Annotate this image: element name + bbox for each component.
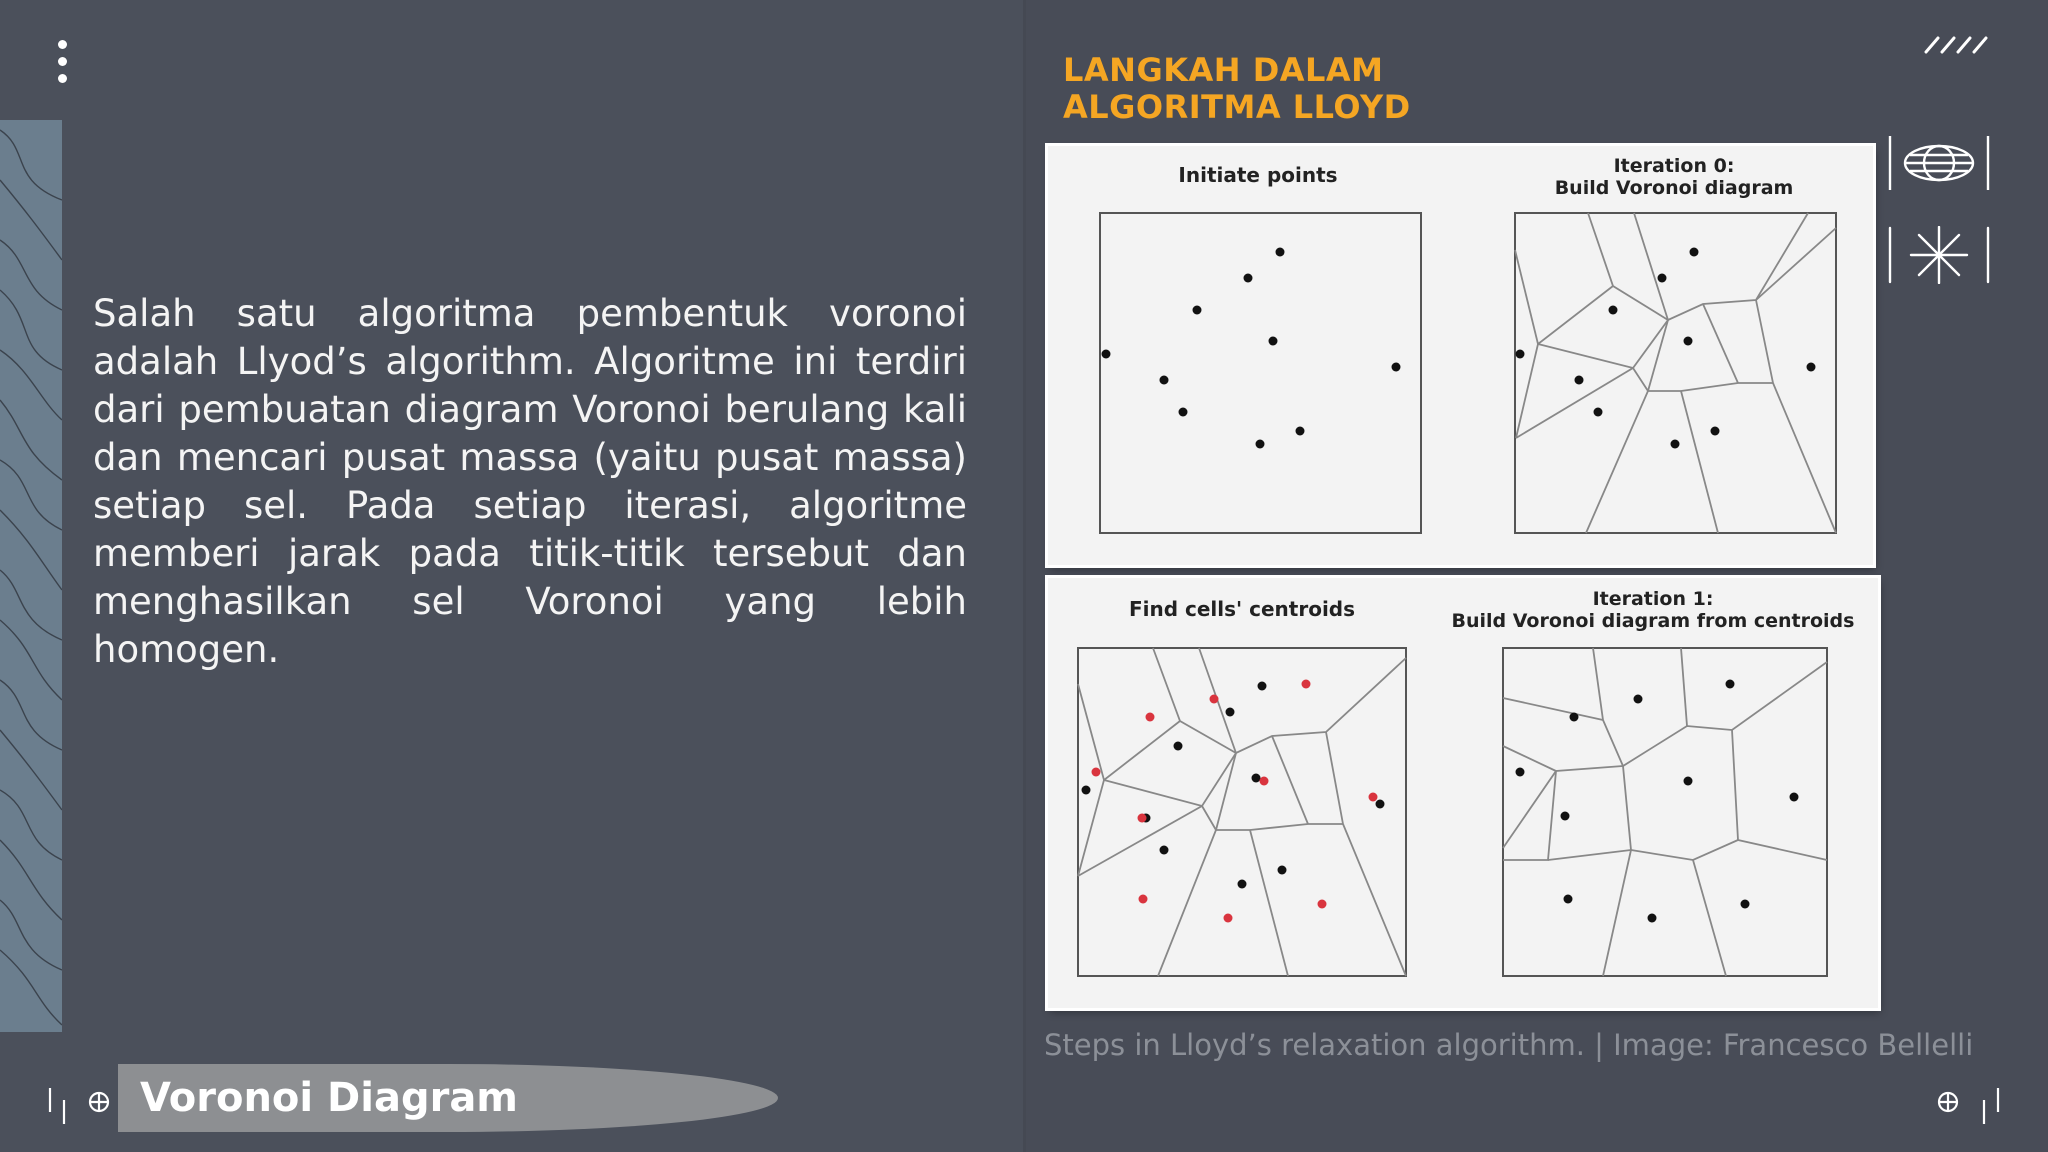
menu-dot	[58, 40, 67, 49]
label-iteration-1: Iteration 1:	[1592, 588, 1714, 610]
heading-line-1: LANGKAH DALAM	[1063, 51, 1384, 89]
iteration-1-points	[1516, 680, 1799, 923]
slashes-icon	[1924, 34, 1988, 56]
box-initiate-points	[1100, 213, 1421, 533]
globe-icon	[1888, 134, 1990, 192]
label-build-from-centroids: Build Voronoi diagram from centroids	[1451, 610, 1855, 632]
figure-caption: Steps in Lloyd’s relaxation algorithm. | Image: Francesco Bellelli	[1044, 1028, 1974, 1062]
crosshair-icon	[46, 1084, 118, 1128]
heading-line-2: ALGORITMA LLOYD	[1063, 88, 1411, 126]
iteration-0-points	[1516, 248, 1816, 449]
label-build-voronoi: Build Voronoi diagram	[1554, 177, 1794, 199]
voronoi-edges-iter1	[1503, 648, 1827, 976]
slide-heading	[1063, 52, 1663, 126]
sparkle-icon	[1888, 226, 1990, 284]
figure-bottom-panel	[1048, 578, 1878, 1008]
menu-dot	[58, 74, 67, 83]
body-paragraph: Salah satu algoritma pembentuk voronoi adalah Llyod’s algorithm. Algoritme ini terdiri dari pembuatan diagram Voronoi berulang kali dan mencari pusat massa (yaitu pusat massa) setiap sel. Pada setiap iterasi, algoritme memberi jarak pada titik-titik tersebut dan menghasilkan sel Voronoi yang lebih homogen.	[93, 292, 967, 671]
crosshair-icon	[1930, 1084, 2002, 1128]
decorative-wave-strip	[0, 120, 62, 1032]
label-initiate-points: Initiate points	[1178, 163, 1338, 187]
menu-dots-icon[interactable]	[54, 40, 72, 88]
old-points	[1082, 682, 1385, 889]
label-iteration-0: Iteration 0:	[1613, 155, 1735, 177]
figure-top-panel	[1048, 146, 1873, 565]
voronoi-edges-centroids	[1078, 648, 1406, 976]
centroid-points	[1092, 680, 1378, 923]
label-find-centroids: Find cells' centroids	[1128, 597, 1356, 621]
wave-lines	[0, 120, 62, 1032]
footer-title: Voronoi Diagram	[140, 1075, 518, 1121]
box-find-centroids	[1078, 648, 1406, 976]
box-iteration-0	[1515, 213, 1836, 533]
voronoi-edges-iter0	[1515, 213, 1836, 533]
initial-points	[1102, 248, 1401, 449]
menu-dot	[58, 57, 67, 66]
